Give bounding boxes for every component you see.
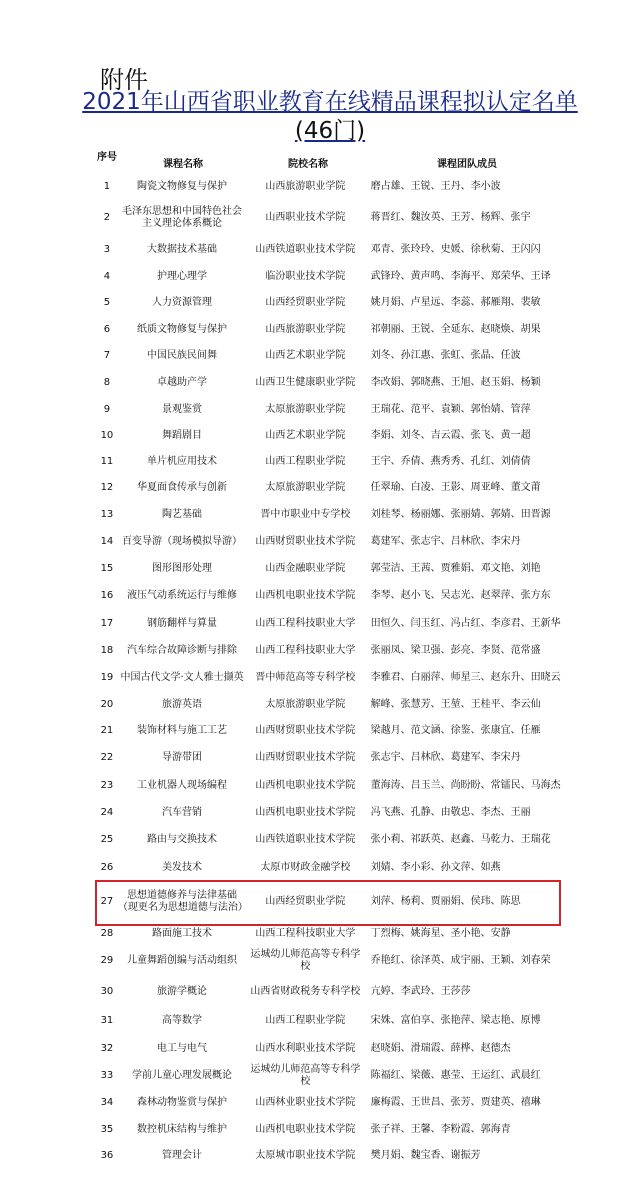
team-members: 张小莉、祁跃英、赵鑫、马乾力、王瑞花 [370,834,551,845]
course-name: 工业机器人现场编程 [137,780,228,791]
row-number: 18 [100,644,114,656]
row-number: 22 [100,752,114,763]
school-name: 山西机电职业技术学院 [255,590,356,601]
table-row [96,343,566,369]
header-team: 课程团队成员 [437,159,497,170]
course-name: 人力资源管理 [152,296,213,308]
row-number: 13 [100,508,114,520]
header-number: 序号 [97,152,117,163]
row-number: 5 [103,296,111,308]
team-members: 任翠瑜、白凌、王影、周亚峰、董文莆 [370,482,541,493]
table-row [96,945,566,977]
row-number: 3 [103,244,111,255]
course-name: 大数据技术基础 [147,244,218,255]
course-name: 液压气动系统运行与维修 [127,590,238,601]
team-members: 葛建军、张志宇、吕林欣、李宋丹 [370,536,521,547]
team-members: 蒋晋红、魏汝英、王芳、杨辉、张宇 [370,212,531,223]
table-row [96,1007,566,1035]
team-members: 解峰、张慧芳、王堃、王桂平、李云仙 [370,699,541,710]
row-number: 20 [100,699,114,710]
row-number: 21 [100,725,114,736]
row-number: 26 [100,861,114,873]
title-count: (46门) [294,118,366,144]
school-name: 太原旅游职业学院 [265,482,346,493]
table-row [96,174,566,200]
school-name: 太原市财政金融学校 [260,861,351,873]
title-main: 2021年山西省职业教育在线精品课程拟认定名单 [82,89,578,115]
school-name: 山西工程科技职业大学 [255,644,356,656]
course-name: 美发技术 [162,861,203,873]
row-number: 29 [100,955,114,966]
row-number: 32 [100,1043,114,1054]
table-row [96,637,566,664]
course-name: 森林动物鉴赏与保护 [137,1097,228,1108]
course-name: 旅游英语 [162,699,203,710]
course-name: 汽车营销 [162,807,203,818]
course-name: 高等数学 [162,1015,203,1026]
course-name: 路由与交换技术 [147,834,218,845]
row-number: 11 [100,456,114,467]
team-members: 乔艳红、徐泽英、成宇丽、王颖、刘春荣 [370,955,551,966]
table-row [96,236,566,264]
school-name: 临汾职业技术学院 [265,270,346,282]
table-header [96,148,566,174]
school-name: 山西铁道职业技术学院 [255,834,356,845]
school-name: 太原城市职业技术学院 [255,1150,356,1161]
row-number: 24 [100,807,114,818]
school-name: 山西财贸职业技术学院 [255,725,356,736]
course-name: 陶瓷文物修复与保护 [137,181,228,192]
row-number: 7 [103,350,111,361]
row-number: 25 [100,834,114,845]
table-row [96,396,566,423]
team-members: 丁烈梅、姚海星、圣小艳、安静 [370,928,511,939]
row-number: 17 [100,617,114,629]
table-row [96,1143,566,1169]
table-row [96,718,566,744]
course-name: 毛泽东思想和中国特色社会主义理论体系概论 [122,206,243,229]
school-name: 山西旅游职业学院 [265,181,346,192]
team-members: 董海涛、吕玉兰、尚盼盼、常镭民、马海杰 [370,780,561,791]
school-name: 山西旅游职业学院 [265,323,346,335]
course-name: 中国民族民间舞 [147,350,218,361]
school-name: 山西艺术职业学院 [265,430,346,441]
table-row [96,475,566,501]
course-name: 思想道德修养与法律基础（现更名为思想道德与法治） [117,890,248,913]
course-name: 华夏面食传承与创新 [137,482,228,493]
row-number: 4 [103,270,111,282]
school-name: 山西经贸职业学院 [265,896,346,907]
table-row [96,854,566,881]
team-members: 冯飞燕、孔静、由敬忠、李杰、王丽 [370,807,531,818]
row-number: 1 [103,181,111,192]
school-name: 山西经贸职业学院 [265,296,346,308]
course-name: 钢筋翻样与算量 [147,617,218,629]
row-number: 15 [100,563,114,574]
team-members: 磨占雄、王锐、王丹、李小波 [370,181,501,192]
school-name: 山西艺术职业学院 [265,350,346,361]
school-name: 山西工程职业学院 [265,1015,346,1026]
team-members: 宋姝、富伯享、张艳萍、梁志艳、原博 [370,1015,541,1026]
course-name: 纸质文物修复与保护 [137,323,228,335]
table-row [96,610,566,637]
row-number: 6 [103,323,111,335]
team-members: 刘萍、杨莉、贾丽娟、侯玮、陈思 [370,896,521,907]
row-number: 9 [103,403,111,415]
team-members: 刘婧、李小彩、孙文萍、如燕 [370,861,501,873]
course-name: 旅游学概论 [157,986,208,997]
team-members: 刘桂琴、杨丽娜、张丽婧、郭婧、田晋源 [370,508,551,520]
table-row [96,423,566,449]
row-number: 31 [100,1015,114,1026]
team-members: 田恒久、闫玉红、冯占红、李彦君、王新华 [370,617,561,629]
course-name: 护理心理学 [157,270,208,282]
team-members: 亢婷、李武玲、王莎莎 [370,986,471,997]
school-name: 山西财贸职业技术学院 [255,752,356,763]
course-name: 路面施工技术 [152,928,213,939]
school-name: 山西职业技术学院 [265,212,346,223]
school-name: 山西工程职业学院 [265,456,346,467]
course-name: 导游带团 [162,752,203,763]
row-number: 16 [100,590,114,601]
course-name: 景观鉴赏 [162,403,203,415]
team-members: 张子祥、王馨、李粉霞、郭海青 [370,1124,511,1135]
table-row [96,800,566,826]
team-members: 樊月娟、魏宝香、谢振芳 [370,1150,481,1161]
course-table [96,174,566,1169]
school-name: 晋中市职业中专学校 [260,508,351,520]
table-row [96,264,566,289]
course-name: 图形图形处理 [152,563,213,574]
team-members: 李改娟、郭晓燕、王旭、赵玉娟、杨颖 [370,376,541,388]
team-members: 廉梅霞、王世昌、张芳、贾建英、禧琳 [370,1097,541,1108]
table-row [96,692,566,718]
team-members: 王瑞花、范平、袁颖、郭怡婧、管萍 [370,403,531,415]
school-name: 山西工程科技职业大学 [255,928,356,939]
school-name: 山西铁道职业技术学院 [255,244,356,255]
row-number: 14 [100,536,114,547]
team-members: 邓青、张玲玲、史媛、徐秋菊、王闪闪 [370,244,541,255]
row-number: 2 [103,212,111,223]
row-number: 19 [100,672,114,683]
school-name: 山西省财政税务专科学校 [250,986,361,997]
school-name: 山西工程科技职业大学 [255,617,356,629]
team-members: 刘冬、孙江惠、张虹、张晶、任波 [370,350,521,361]
row-number: 23 [100,780,114,791]
header-school: 院校名称 [288,159,328,170]
team-members: 姚月娟、卢星远、李蕊、郝雁翔、裴敏 [370,296,541,308]
row-number: 28 [100,928,114,939]
course-name: 儿童舞蹈创编与活动组织 [127,955,238,966]
team-members: 武锋玲、黄声鸣、李海平、郑荣华、王译 [370,270,551,282]
row-number: 33 [100,1070,114,1081]
course-name: 装饰材料与施工工艺 [137,725,228,736]
team-members: 张丽凤、梁卫强、彭亮、李贤、范常盛 [370,644,541,656]
school-name: 太原旅游职业学院 [265,699,346,710]
header-course: 课程名称 [163,159,203,170]
table-row [96,744,566,772]
table-row [96,582,566,610]
course-name: 卓越助产学 [157,376,208,388]
school-name: 运城幼儿师范高等专科学校 [250,1064,361,1087]
table-row [96,200,566,236]
table-row [96,556,566,582]
course-name: 电工与电气 [157,1043,208,1054]
table-row [96,826,566,854]
table-row [96,289,566,316]
school-name: 山西金融职业学院 [265,563,346,574]
team-members: 梁越月、范文涵、徐鉴、张康宜、任雁 [370,725,541,736]
course-name: 百变导游（现场模拟导游） [122,536,243,547]
school-name: 山西机电职业技术学院 [255,1124,356,1135]
table-row [96,772,566,800]
row-number: 12 [100,482,114,493]
school-name: 山西卫生健康职业学院 [255,376,356,388]
course-name: 学前儿童心理发展概论 [132,1070,233,1081]
row-number: 36 [100,1150,114,1161]
row-number: 34 [100,1097,114,1108]
table-row [96,501,566,528]
highlight-box [95,880,561,926]
team-members: 陈福红、梁薇、惠莹、王运红、武晨红 [370,1070,541,1081]
school-name: 山西财贸职业技术学院 [255,536,356,547]
table-row [96,1063,566,1089]
team-members: 李琴、赵小飞、吴志光、赵翠萍、张方东 [370,590,551,601]
table-row [96,369,566,396]
team-members: 张志宇、吕林欣、葛建军、李宋丹 [370,752,521,763]
row-number: 8 [103,376,111,388]
table-row [96,1035,566,1063]
row-number: 10 [100,430,114,441]
team-members: 赵晓娟、滑瑞霞、薛桦、赵德杰 [370,1043,511,1054]
course-name: 中国古代文学·文人雅士撷英 [120,672,244,683]
team-members: 李雅君、白丽萍、师星三、赵东升、田晓云 [370,672,561,683]
document-title [80,88,580,146]
row-number: 35 [100,1124,114,1135]
table-row [96,923,566,945]
table-row [96,449,566,475]
course-name: 数控机床结构与维护 [137,1124,228,1135]
school-name: 太原旅游职业学院 [265,403,346,415]
course-name: 单片机应用技术 [147,456,218,467]
course-name: 汽车综合故障诊断与排除 [127,644,238,656]
table-row [96,316,566,343]
team-members: 祁朝丽、王锐、全延东、赵晓焕、胡果 [370,323,541,335]
table-row [96,1117,566,1143]
school-name: 山西林业职业技术学院 [255,1097,356,1108]
table-row [96,528,566,556]
course-name: 管理会计 [162,1150,203,1161]
row-number: 27 [100,896,114,907]
team-members: 王宇、乔倩、燕秀秀、孔红、刘倩倩 [370,456,531,467]
table-row [96,977,566,1007]
school-name: 运城幼儿师范高等专科学校 [250,949,361,972]
course-name: 舞蹈剧目 [162,430,203,441]
school-name: 晋中师范高等专科学校 [255,672,356,683]
table-row [96,1089,566,1117]
table-row [96,664,566,692]
team-members: 李娟、刘冬、吉云霞、张飞、黄一超 [370,430,531,441]
school-name: 山西机电职业技术学院 [255,780,356,791]
row-number: 30 [100,986,114,997]
school-name: 山西机电职业技术学院 [255,807,356,818]
attachment-label: 附件 [100,66,148,94]
course-name: 陶艺基础 [162,508,203,520]
team-members: 郭莹洁、王茜、贾雅娟、邓文艳、刘艳 [370,563,541,574]
school-name: 山西水利职业技术学院 [255,1043,356,1054]
